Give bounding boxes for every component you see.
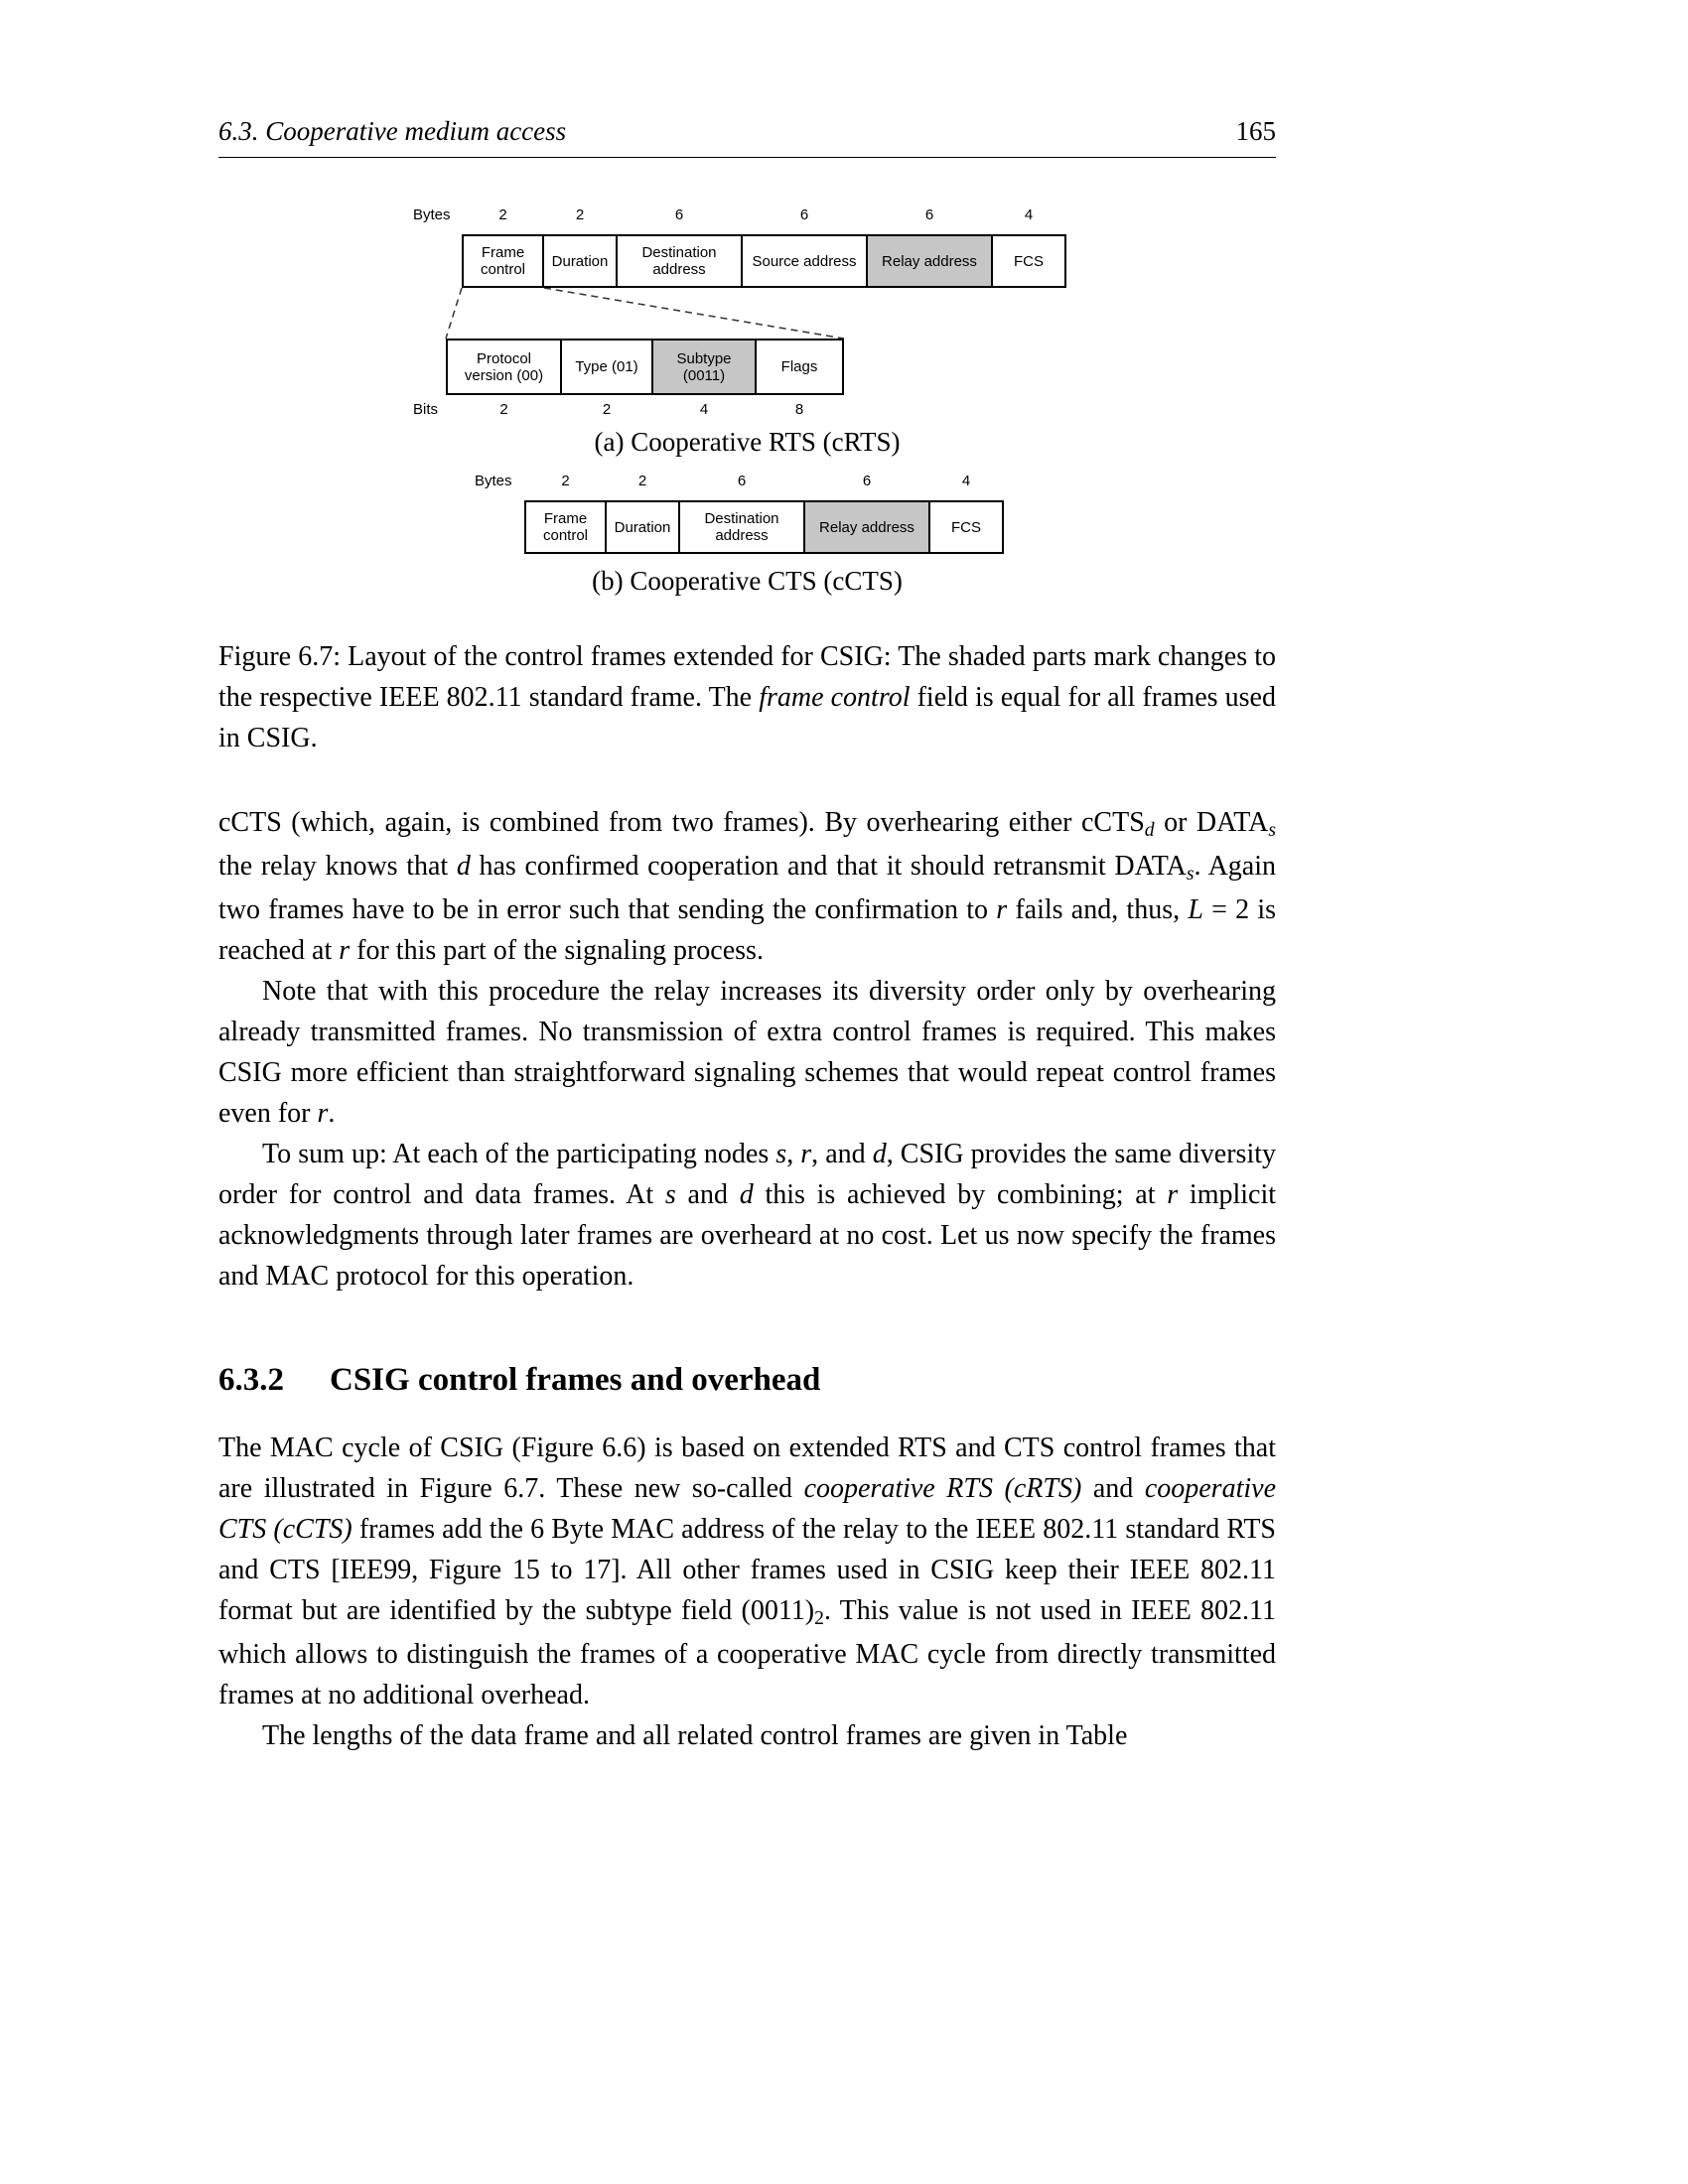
ccts-field bbox=[678, 500, 805, 554]
ccts-field bbox=[524, 500, 607, 554]
field-size: 6 bbox=[799, 206, 809, 223]
field-size: 2 bbox=[637, 473, 647, 489]
text-run: . This value is not used in IEEE 802.11 which allows to distinguish the frames of a cooperative MAC cycle from directly transmitted frames at no additional overhead. bbox=[218, 1595, 1277, 1710]
text-run: or DATA bbox=[1154, 807, 1269, 838]
field-size: 2 bbox=[602, 401, 612, 418]
text-run: L bbox=[1188, 894, 1203, 925]
field-size: 8 bbox=[794, 401, 804, 418]
text-run: d bbox=[872, 1139, 887, 1169]
field-label: Frame control bbox=[480, 244, 526, 278]
running-header bbox=[218, 115, 1276, 158]
text-run: d bbox=[1144, 819, 1155, 841]
ccts-field-unit-label: Bytes bbox=[475, 473, 512, 489]
text-run: r bbox=[317, 1098, 329, 1129]
text-run: field is equal for all frames used in CSIG. bbox=[218, 682, 1276, 753]
text-run: r bbox=[800, 1139, 812, 1169]
text-run: The lengths of the data frame and all related control frames are given in Table bbox=[262, 1720, 1128, 1751]
text-run: d bbox=[739, 1179, 754, 1210]
paragraph bbox=[218, 1428, 1276, 1715]
text-run: cooperative RTS (cRTS) bbox=[803, 1473, 1082, 1504]
ccts-field bbox=[605, 500, 680, 554]
text-run: frames add the 6 Byte MAC address of the relay to the IEEE 802.11 standard RTS and CTS [IEE99, Figure 15 to 17]. All other frames used in CSIG keep their IEEE 802.11 format but are identified by the subtype field (0011) bbox=[218, 1514, 1276, 1626]
subfigure-a-caption: (a) Cooperative RTS (cRTS) bbox=[594, 427, 901, 457]
crts-field-shaded bbox=[866, 234, 993, 288]
paragraph bbox=[218, 971, 1276, 1134]
text-run: To sum up: At each of the participating nodes bbox=[262, 1139, 776, 1169]
field-size: 2 bbox=[499, 401, 508, 418]
field-label: Subtype (0011) bbox=[676, 349, 732, 384]
text-run: The MAC cycle of CSIG (Figure 6.6) is based on extended RTS and CTS control frames that are illustrated in Figure 6.7. These new so-called bbox=[218, 1433, 1276, 1504]
field-label: Protocol version (00) bbox=[464, 349, 544, 384]
section-number: 6.3.2 bbox=[218, 1362, 284, 1398]
field-label: Relay address bbox=[882, 252, 977, 270]
crts-subfield bbox=[560, 339, 653, 395]
text-run: Figure 6.7: Layout of the control frames extended for CSIG: The shaded parts mark changes to the respective IEEE 802.11 standard frame. The bbox=[218, 641, 1276, 713]
field-size: 2 bbox=[561, 473, 570, 489]
text-run: has confirmed cooperation and that it should retransmit DATA bbox=[470, 851, 1187, 882]
text-column bbox=[0, 115, 1688, 1756]
figure-6-7 bbox=[218, 198, 1276, 758]
text-run: s bbox=[775, 1139, 787, 1169]
frame-diagrams bbox=[218, 198, 1276, 614]
text-run: d bbox=[456, 851, 471, 882]
text-run: . bbox=[328, 1098, 336, 1129]
text-run: . Again two frames have to be in error such that sending the confirmation to bbox=[218, 851, 1276, 925]
paragraph bbox=[218, 1134, 1276, 1297]
field-size: 4 bbox=[1024, 206, 1034, 223]
field-size: 2 bbox=[575, 206, 585, 223]
field-label: Frame control bbox=[542, 510, 589, 544]
field-size: 6 bbox=[737, 473, 747, 489]
page-number: 165 bbox=[1235, 116, 1276, 146]
text-run: 2 bbox=[814, 1607, 824, 1629]
subfigure-b-caption: (b) Cooperative CTS (cCTS) bbox=[592, 566, 903, 596]
text-run: and bbox=[675, 1179, 740, 1210]
crts-field-unit-label: Bytes bbox=[413, 206, 451, 223]
text-run: s bbox=[1186, 863, 1195, 885]
crts-field bbox=[542, 234, 618, 288]
text-run: , bbox=[786, 1139, 801, 1169]
crts-field bbox=[741, 234, 868, 288]
text-run: r bbox=[339, 935, 351, 966]
text-run: fails and, thus, bbox=[1007, 894, 1189, 925]
field-label: Flags bbox=[780, 358, 818, 375]
field-size: 4 bbox=[699, 401, 709, 418]
field-label: Duration bbox=[614, 518, 671, 536]
crts-subfield-shaded bbox=[651, 339, 757, 395]
body-text-block bbox=[218, 1428, 1276, 1756]
text-run: = 2 is reached at bbox=[218, 894, 1276, 966]
field-label: Relay address bbox=[819, 518, 914, 536]
field-label: FCS bbox=[1014, 252, 1044, 270]
field-label: Destination address bbox=[704, 510, 779, 544]
text-run: the relay knows that bbox=[218, 851, 457, 882]
field-size: 4 bbox=[961, 473, 971, 489]
text-run: , CSIG provides the same diversity order for control and data frames. At bbox=[218, 1139, 1277, 1210]
text-run: this is achieved by combining; at bbox=[753, 1179, 1168, 1210]
field-size: 6 bbox=[924, 206, 934, 223]
crts-subfield-unit-label: Bits bbox=[413, 401, 439, 418]
text-run: s bbox=[1268, 819, 1276, 841]
crts-field bbox=[616, 234, 743, 288]
figure-caption bbox=[218, 636, 1276, 758]
text-run: frame control bbox=[759, 682, 911, 713]
text-run: cCTS (which, again, is combined from two frames). By overhearing either cCTS bbox=[218, 807, 1145, 838]
text-run: s bbox=[664, 1179, 676, 1210]
section-heading bbox=[218, 1360, 1276, 1400]
text-run: r bbox=[1167, 1179, 1179, 1210]
text-run: Note that with this procedure the relay increases its diversity order only by overhearing already transmitted frames. No transmission of extra control frames is required. This makes CSIG more efficient than straightforward signaling schemes that would repeat control frames even for bbox=[218, 976, 1276, 1129]
text-run: r bbox=[996, 894, 1008, 925]
field-label: FCS bbox=[951, 518, 981, 536]
ccts-field-shaded bbox=[803, 500, 930, 554]
ccts-field bbox=[928, 500, 1004, 554]
paragraph bbox=[218, 1715, 1276, 1756]
text-run: implicit acknowledgments through later frames are overheard at no cost. Let us now specify the frames and MAC protocol for this operation. bbox=[218, 1179, 1277, 1292]
crts-field bbox=[462, 234, 544, 288]
body-text-block bbox=[218, 802, 1276, 1297]
text-run: , and bbox=[811, 1139, 873, 1169]
paragraph bbox=[218, 802, 1276, 971]
field-size: 6 bbox=[674, 206, 684, 223]
crts-subfield bbox=[755, 339, 844, 395]
running-header-section: 6.3. Cooperative medium access bbox=[218, 116, 567, 146]
crts-subfield bbox=[446, 339, 562, 395]
field-size: 6 bbox=[862, 473, 872, 489]
section-title: CSIG control frames and overhead bbox=[330, 1362, 821, 1398]
field-label: Duration bbox=[551, 252, 609, 270]
field-label: Source address bbox=[752, 252, 857, 270]
text-run: for this part of the signaling process. bbox=[350, 935, 764, 966]
text-run: cooperative CTS (cCTS) bbox=[218, 1473, 1276, 1545]
field-label: Destination address bbox=[641, 244, 717, 278]
crts-field bbox=[991, 234, 1066, 288]
text-run: and bbox=[1081, 1473, 1145, 1504]
field-label: Type (01) bbox=[575, 358, 638, 375]
field-size: 2 bbox=[498, 206, 507, 223]
